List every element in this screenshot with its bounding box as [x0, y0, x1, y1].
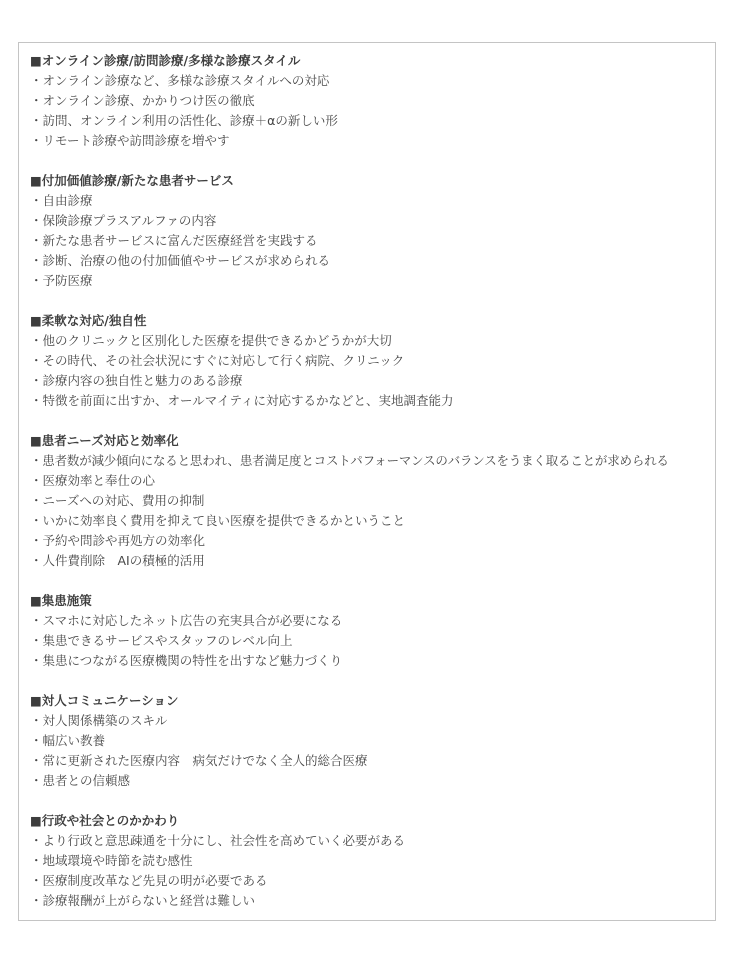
- section-online-visit: [30, 51, 711, 151]
- list-item: ・医療効率と奉仕の心: [30, 473, 156, 488]
- list-item: ・いかに効率良く費用を抑えて良い医療を提供できるかということ: [30, 513, 406, 528]
- section-heading: ■患者ニーズ対応と効率化: [30, 433, 179, 448]
- list-item: ・オンライン診療など、多様な診療スタイルへの対応: [30, 73, 330, 88]
- list-item: ・人件費削除 AIの積極的活用: [30, 553, 205, 568]
- section-heading: ■行政や社会とのかかわり: [30, 813, 180, 828]
- list-item: ・他のクリニックと区別化した医療を提供できるかどうかが大切: [30, 333, 392, 348]
- section-patient-needs: [30, 431, 711, 571]
- list-item: ・診療内容の独自性と魅力のある診療: [30, 373, 243, 388]
- list-item: ・予防医療: [30, 273, 93, 288]
- content-list: [30, 51, 711, 931]
- section-communication: [30, 691, 711, 791]
- list-item: ・自由診療: [30, 193, 93, 208]
- content-box: [18, 42, 716, 921]
- section-added-value: [30, 171, 711, 291]
- list-item: ・医療制度改革など先見の明が必要である: [30, 873, 268, 888]
- section-heading: ■対人コミュニケーション: [30, 693, 179, 708]
- list-item: ・より行政と意思疎通を十分にし、社会性を高めていく必要がある: [30, 833, 406, 848]
- list-item: ・地域環境や時節を読む感性: [30, 853, 193, 868]
- list-item: ・患者との信頼感: [30, 773, 131, 788]
- list-item: ・その時代、その社会状況にすぐに対応して行く病院、クリニック: [30, 353, 405, 368]
- list-item: ・特徴を前面に出すか、オールマイティに対応するかなどと、実地調査能力: [30, 393, 454, 408]
- list-item: ・集患につながる医療機関の特性を出すなど魅力づくり: [30, 653, 343, 668]
- list-item: ・患者数が減少傾向になると思われ、患者満足度とコストパフォーマンスのバランスをうまく取ることが求められる: [30, 453, 669, 468]
- list-item: ・保険診療プラスアルファの内容: [30, 213, 217, 228]
- section-heading: ■柔軟な対応/独自性: [30, 313, 147, 328]
- list-item: ・常に更新された医療内容 病気だけでなく全人的総合医療: [30, 753, 368, 768]
- section-heading: ■オンライン診療/訪問診療/多様な診療スタイル: [30, 53, 301, 68]
- section-flexibility: [30, 311, 711, 411]
- section-government-society: [30, 811, 711, 911]
- list-item: ・対人関係構築のスキル: [30, 713, 168, 728]
- list-item: ・予約や問診や再処方の効率化: [30, 533, 206, 548]
- list-item: ・集患できるサービスやスタッフのレベル向上: [30, 633, 293, 648]
- section-heading: ■集患施策: [30, 593, 92, 608]
- list-item: ・訪問、オンライン利用の活性化、診療＋αの新しい形: [30, 113, 338, 128]
- list-item: ・リモート診療や訪問診療を増やす: [30, 133, 230, 148]
- section-heading: ■付加価値診療/新たな患者サービス: [30, 173, 234, 188]
- list-item: ・診断、治療の他の付加価値やサービスが求められる: [30, 253, 331, 268]
- list-item: ・ニーズへの対応、費用の抑制: [30, 493, 205, 508]
- list-item: ・診療報酬が上がらないと経営は難しい: [30, 893, 256, 908]
- list-item: ・オンライン診療、かかりつけ医の徹底: [30, 93, 255, 108]
- list-item: ・幅広い教養: [30, 733, 106, 748]
- section-patient-attraction: [30, 591, 711, 671]
- list-item: ・新たな患者サービスに富んだ医療経営を実践する: [30, 233, 318, 248]
- list-item: ・スマホに対応したネット広告の充実具合が必要になる: [30, 613, 343, 628]
